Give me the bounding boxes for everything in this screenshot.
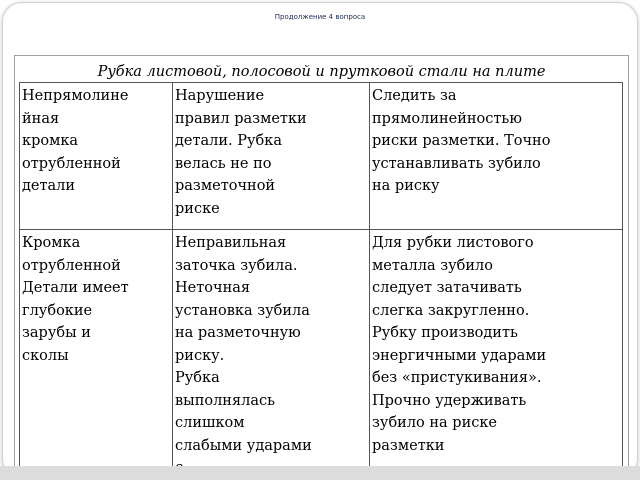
table-cell-cause: Неправильная заточка зубила. Неточная установка зубила на разметочную риску. Рубка выполнялась слишком слабыми ударами	[173, 230, 370, 472]
document-sheet	[14, 55, 629, 472]
table-cell-prevention: Следить за прямолинейностью риски разметки. Точно устанавливать зубило на риску	[370, 83, 623, 230]
table-cell-prevention: Для рубки листового металла зубило следует затачивать слегка закругленно. Рубку производить энергичными ударами без «пристукивания». Прочно удерживать зубило на риске разметки	[370, 230, 623, 472]
table-cell-defect: Кромка отрубленной Детали имеет глубокие зарубы и сколы	[20, 230, 173, 472]
table-cell-defect: Непрямолине йная кромка отрубленной детали	[20, 83, 173, 230]
bottom-bar	[0, 466, 640, 480]
table-caption: Рубка листовой, полосовой и прутковой стали на плите	[97, 64, 546, 80]
defects-table	[19, 82, 623, 472]
table-cell-cause: Нарушение правил разметки детали. Рубка велась не по разметочной риске	[173, 83, 370, 230]
slide-heading: Продолжение 4 вопроса	[274, 13, 366, 21]
